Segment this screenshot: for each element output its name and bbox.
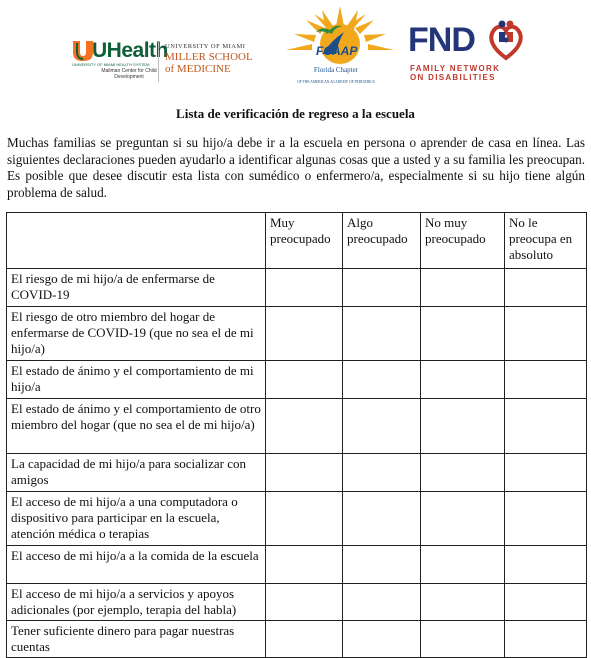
check-cell-no-muy[interactable]: [421, 546, 505, 584]
row-statement: El riesgo de otro miembro del hogar de enfermarse de COVID-19 (que no sea el de mi hijo/a): [7, 307, 266, 361]
check-cell-muy[interactable]: [266, 361, 343, 399]
row-statement: La capacidad de mi hijo/a para socializar con amigos: [7, 454, 266, 492]
check-cell-no-muy[interactable]: [421, 621, 505, 658]
check-cell-algo[interactable]: [343, 361, 421, 399]
uhealth-logo: [72, 39, 168, 80]
fnd-tagline-2: ON DISABILITIES: [410, 73, 496, 82]
check-cell-nada[interactable]: [505, 307, 587, 361]
check-cell-no-muy[interactable]: [421, 269, 505, 307]
header-no-le-preocupa: No le preocupa en absoluto: [505, 213, 587, 269]
check-cell-algo[interactable]: [343, 584, 421, 621]
check-cell-nada[interactable]: [505, 584, 587, 621]
table-row: [7, 454, 587, 492]
header-muy-preocupado: Muy preocupado: [266, 213, 343, 269]
check-cell-algo[interactable]: [343, 399, 421, 454]
check-cell-no-muy[interactable]: [421, 454, 505, 492]
check-cell-no-muy[interactable]: [421, 584, 505, 621]
header-row: [7, 213, 587, 269]
check-cell-algo[interactable]: [343, 621, 421, 658]
umiami-logo: [158, 42, 268, 82]
check-cell-muy[interactable]: [266, 584, 343, 621]
table-row: [7, 361, 587, 399]
fcaap-logo: [278, 4, 394, 96]
row-statement: El estado de ánimo y el comportamiento de otro miembro del hogar (que no sea el de mi hijo/a): [7, 399, 266, 454]
check-cell-muy[interactable]: [266, 307, 343, 361]
row-statement: El riesgo de mi hijo/a de enfermarse de COVID-19: [7, 269, 266, 307]
check-cell-muy[interactable]: [266, 621, 343, 658]
fcaap-academy: OF THE AMERICAN ACADEMY OF PEDIATRICS: [297, 80, 375, 84]
uhealth-subline: UNIVERSITY OF MIAMI HEALTH SYSTEM: [72, 62, 150, 67]
table-row: [7, 621, 587, 658]
umiami-line2: MILLER SCHOOL: [165, 51, 253, 63]
check-cell-no-muy[interactable]: [421, 492, 505, 546]
check-cell-algo[interactable]: [343, 269, 421, 307]
table-row: [7, 269, 587, 307]
header-no-muy-preocupado: No muy preocupado: [421, 213, 505, 269]
check-cell-no-muy[interactable]: [421, 399, 505, 454]
uhealth-wordmark: UHealth: [92, 39, 168, 62]
check-cell-algo[interactable]: [343, 454, 421, 492]
check-cell-nada[interactable]: [505, 454, 587, 492]
table-row: [7, 307, 587, 361]
fcaap-chapter: Florida Chapter: [313, 66, 359, 74]
check-cell-muy[interactable]: [266, 454, 343, 492]
umiami-line3: of MEDICINE: [165, 63, 231, 75]
check-cell-muy[interactable]: [266, 399, 343, 454]
u-letter-icon: [72, 40, 94, 62]
row-statement: El acceso de mi hijo/a a servicios y apoyos adicionales (por ejemplo, terapia del habla): [7, 584, 266, 621]
row-statement: El acceso de mi hijo/a a una computadora o dispositivo para participar en la escuela, atención médica o terapias: [7, 492, 266, 546]
check-cell-nada[interactable]: [505, 399, 587, 454]
table-row: [7, 546, 587, 584]
family-heart-icon: [488, 18, 524, 62]
row-statement: El acceso de mi hijo/a a la comida de la escuela: [7, 546, 266, 584]
table-row: [7, 584, 587, 621]
fcaap-wordmark: FCAAP: [316, 44, 358, 58]
table-row: [7, 492, 587, 546]
header-empty: [7, 213, 266, 269]
fnd-wordmark: FND: [408, 21, 475, 59]
check-cell-nada[interactable]: [505, 621, 587, 658]
logo-row: [0, 0, 591, 96]
check-cell-muy[interactable]: [266, 269, 343, 307]
row-statement: El estado de ánimo y el comportamiento de mi hijo/a: [7, 361, 266, 399]
check-cell-muy[interactable]: [266, 546, 343, 584]
fnd-logo: [408, 14, 528, 84]
check-cell-nada[interactable]: [505, 492, 587, 546]
check-cell-nada[interactable]: [505, 546, 587, 584]
checklist-table: [6, 212, 587, 658]
check-cell-no-muy[interactable]: [421, 307, 505, 361]
mailman-center-label: Mailman Center for Child Development: [101, 68, 157, 80]
check-cell-algo[interactable]: [343, 492, 421, 546]
fnd-tagline-1: FAMILY NETWORK: [410, 64, 501, 73]
check-cell-algo[interactable]: [343, 546, 421, 584]
check-cell-nada[interactable]: [505, 361, 587, 399]
table-row: [7, 399, 587, 454]
sun-icon: [278, 4, 394, 68]
header-algo-preocupado: Algo preocupado: [343, 213, 421, 269]
intro-paragraph: Muchas familias se preguntan si su hijo/a debe ir a la escuela en persona o aprender de casa en línea. Las siguientes declaraciones pueden ayudarlo a identificar algunas cosas que a usted y a su familia les preocupan. Es posible que desee discutir esta lista con sumédico o enfermero/a, especialmente si su hijo tiene algún problema de salud.: [7, 135, 585, 200]
fnd-tagline: [410, 64, 500, 82]
check-cell-muy[interactable]: [266, 492, 343, 546]
umiami-line1: UNIVERSITY OF MIAMI: [165, 43, 246, 50]
check-cell-algo[interactable]: [343, 307, 421, 361]
document-title: Lista de verificación de regreso a la escuela: [176, 106, 415, 121]
check-cell-nada[interactable]: [505, 269, 587, 307]
check-cell-no-muy[interactable]: [421, 361, 505, 399]
row-statement: Tener suficiente dinero para pagar nuestras cuentas: [7, 621, 266, 658]
